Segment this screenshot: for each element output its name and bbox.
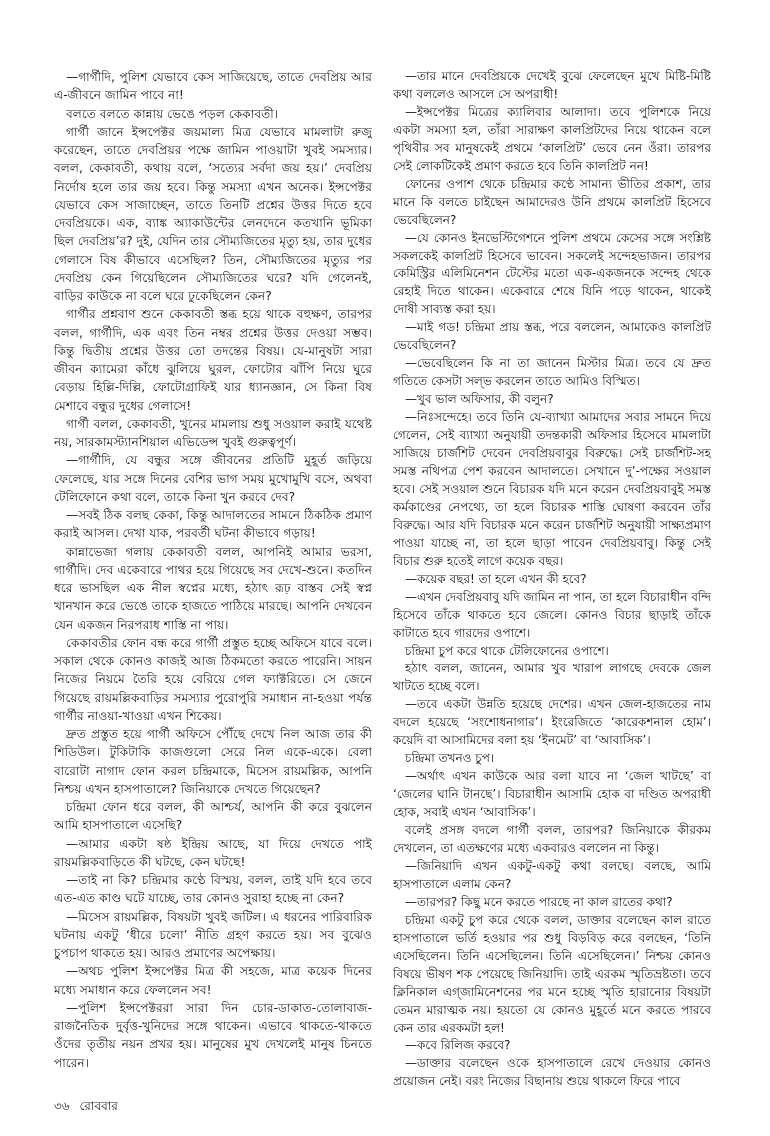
paragraph: —সবই ঠিক বলছ কেকা, কিন্তু আদালতের সামনে ঠিকঠিক প্রমাণ করাই আসল। দেখা যাক, পরবর্তী ঘটনা কীভাবে গড়ায়! [54, 508, 372, 541]
paragraph: —তারপর? কিছু মনে করতে পারছে না কাল রাতের কথা? [405, 894, 673, 909]
paragraph: চন্দ্রিমা একটু চুপ করে থেকে বলল, ডাক্তার বলেছেন কাল রাতে হাসপাতালে ভর্তি হওয়ার পর শুধু বিড়বিড় করে বলছেন, ‘তিনি এসেছিলেন। তিনি এসেছিলেন। তিনি এসেছিলেন।’ নিশ্চয় কোনও বিষয়ে ভীষণ শক পেয়েছে জিনিয়াদি। তাই এরকম স্মৃতিভ্রষ্টতা। তবে ক্লিনিকাল এগ্‌জামিনেশনের পর মনে হচ্ছে স্মৃতি হারানোর বিষয়টা তেমন মারাত্মক নয়। হয়তো যে কোনও মুহূর্তে মনে করতে পারবে কেন তার এরকমটা হল! [393, 912, 711, 1035]
paragraph: —তার মানে দেবপ্রিয়কে দেখেই বুঝে ফেলেছেন মুখে মিষ্টি-মিষ্টি কথা বললেও আসলে সে অপরাধী! [393, 69, 711, 101]
paragraph: —তবে একটা উন্নতি হয়েছে দেশের। এখন জেল-হাজতের নাম বদলে হয়েছে ‘সংশোধনাগার’। ইংরেজিতে ‘কারেকশনাল হোম’। কয়েদি বা আসামিদের বলা হয় ‘ইনমেট’ বা ‘আবাসিক’। [393, 697, 711, 748]
paragraph: —মিসেস রায়মল্লিক, বিষয়টা খুবই জটিল। এ ধরনের পারিবারিক ঘটনায় একটু ‘ধীরে চলো’ নীতি গ্রহণ করতে হয়। সব বুঝেও চুপচাপ থাকতে হয়। আরও প্রমাণের অপেক্ষায়। [54, 909, 372, 960]
paragraph: গার্গীর প্রশ্নবাণ শুনে কেকাবতী স্তব্ধ হয়ে থাকে বহুক্ষণ, তারপর বলল, গার্গীদি, এক এবং তিন নম্বর প্রশ্নের উত্তর দেওয়া সম্ভব। কিন্তু দ্বিতীয় প্রশ্নের উত্তর তো তদন্তের বিষয়। যে-মানুষটা সারা জীবন ক্যামেরা কাঁধে ঝুলিয়ে ঘুরল, ফোটোর ঝাঁপি নিয়ে ঘুরে বেড়ায় হিল্লি-দিল্লি, ফোটোগ্রাফিই যার ধ্যানজ্ঞান, সে কিনা বিষ মেশাবে বন্ধুর দুধের গেলাসে! [54, 307, 372, 413]
paragraph: —খুব ভাল অফিসার, কী বলুন? [405, 392, 554, 407]
page-folio [54, 1098, 118, 1114]
text-column-left [54, 68, 372, 1098]
paragraph: চন্দ্রিমা তখনও চুপ। [405, 751, 495, 766]
paragraph: চন্দ্রিমা ফোন ধরে বলল, কী আশ্চর্য, আপনি কী করে বুঝলেন আমি হাসপাতালে এসেছি? [54, 800, 372, 833]
paragraph: —গার্গীদি, পুলিশ যেভাবে কেস সাজিয়েছে, তাতে দেবপ্রিয় আর এ-জীবনে জামিন পাবে না! [54, 70, 372, 103]
paragraph: গার্গী জানে ইন্সপেক্টর জয়মাল্য মিত্র যেভাবে মামলাটা রুজু করেছেন, তাতে দেবপ্রিয়র পক্ষে জামিন পাওয়াটা খুবই সমস্যার। বলল, কেকাবতী, কথায় বলে, ‘সত্যের সর্বদা জয় হয়।’ দেবপ্রিয় নির্দোষ হলে তার জয় হবে। কিন্তু সমস্যা এখন অনেক। ইন্সপেক্টর যেভাবে কেস সাজাচ্ছেন, তাতে তিনটি প্রশ্নের উত্তর দিতে হবে দেবপ্রিয়কে। এক, ব্যাঙ্ক অ্যাকাউন্টের লেনদেনে কতখানি ভূমিকা ছিল দেবপ্রিয়’র? দুই, যেদিন তার সৌম্যজিতের মৃত্যু হয়, তার দুধের গেলাসে বিষ কীভাবে এসেছিল? তিন, সৌম্যজিতের মৃত্যুর পর দেবপ্রিয় কেন গিয়েছিলেন সৌম্যজিতের ঘরে? যদি গেলেনই, বাড়ির কাউকে না বলে ঘরে ঢুকেছিলেন কেন? [54, 124, 372, 303]
paragraph: —ভেবেছিলেন কি না তা জানেন মিস্টার মিত্র। তবে যে দ্রুত গতিতে কেসটা সল্‌ভ করলেন তাতে আমিও বিস্মিত। [393, 356, 711, 389]
paragraph: হঠাৎ বলল, জানেন, আমার খুব খারাপ লাগছে দেবকে জেল খাটতে হচ্ছে বলে। [393, 661, 711, 694]
paragraph: কান্নাভেজা গলায় কেকাবতী বলল, আপনিই আমার ভরসা, গার্গীদি। দেব একেবারে পাথর হয়ে গিয়েছে সব দেখে-শুনে। কতদিন ধরে ভাসছিল এক নীল স্বপ্নের মধ্যে, হঠাৎ রূঢ় বাস্তব সেই স্বপ্ন খানখান করে ভেঙে তাকে হাজতে পাঠিয়ে মারছে। আপনি দেখবেন যেন একজন নিরপরাধ শাস্তি না পায়। [54, 544, 372, 632]
paragraph: কেকাবতীর ফোন বন্ধ করে গার্গী প্রস্তুত হচ্ছে অফিসে যাবে বলে। সকাল থেকে কোনও কাজই আজ ঠিকমতো করতে পারেনি। সায়ন নিজের নিয়মে তৈরি হয়ে বেরিয়ে গেল ফ্যাক্টরিতে। সে জেনে গিয়েছে রায়মল্লিকবাড়ির সমস্যার পুরোপুরি সমাধান না-হওয়া পর্যন্ত গার্গীর নাওয়া-খাওয়া এখন শিকেয়। [54, 635, 372, 723]
paragraph: বলেই প্রসঙ্গ বদলে গার্গী বলল, তারপর? জিনিয়াকে কীরকম দেখলেন, তা এতক্ষণের মধ্যে একবারও বললেন না কিন্তু। [393, 823, 711, 855]
paragraph: —তাই না কি? চন্দ্রিমার কণ্ঠে বিস্ময়, বলল, তাই যদি হবে তবে এত-এত কাণ্ড ঘটে যাচ্ছে, তার কোনও সুরাহা হচ্ছে না কেন? [54, 873, 372, 906]
paragraph: —কয়েক বছর! তা হলে এখন কী হবে? [405, 571, 587, 586]
paragraph: চন্দ্রিমা চুপ করে থাকে টেলিফোনের ওপাশে। [405, 643, 609, 658]
magazine-name: রোববার [79, 1099, 118, 1113]
paragraph: —পুলিশ ইন্সপেক্টররা সারা দিন চোর-ডাকাত-তোলাবাজ-রাজনৈতিক দুর্বৃত্ত-খুনিদের সঙ্গে থাকেন। এভাবে থাকতে-থাকতে ওঁদের তৃতীয় নয়ন প্রখর হয়। মানুষের মুখ দেখলেই মানুষ চিনতে পারেন। [54, 1000, 372, 1070]
paragraph: —মাই গড! চন্দ্রিমা প্রায় স্তব্ধ, পরে বললেন, আমাকেও কালপ্রিট ভেবেছিলেন? [393, 320, 711, 353]
paragraph: —যে কোনও ইনভেস্টিগেশনে পুলিশ প্রথমে কেসের সঙ্গে সংশ্লিষ্ট সকলকেই কালপ্রিট হিসেবে ভাবেন। সকলেই সন্দেহভাজন। তারপর কেমিস্ট্রির এলিমিনেশন টেস্টের মতো এক-একজনকে সন্দেহ থেকে রেহাই দিতে থাকেন। একেবারে শেষে যিনি পড়ে থাকেন, থাকেই দোষী সাব্যস্ত করা হয়। [393, 230, 711, 317]
paragraph: —ডাক্তার বলেছেন ওকে হাসপাতালে রেখে দেওয়ার কোনও প্রয়োজন নেই। বরং নিজের বিছানায় শুয়ে থাকলে ফিরে পাবে [393, 1056, 711, 1089]
page-number: ৩৬ [54, 1099, 70, 1113]
paragraph: —কবে রিলিজ করবে? [405, 1038, 511, 1053]
paragraph: —আমার একটা ষষ্ঠ ইন্দ্রিয় আছে, যা দিয়ে দেখতে পাই রায়মল্লিকবাড়িতে কী ঘটছে, কেন ঘটছে! [54, 836, 372, 869]
paragraph: —ইন্সপেক্টর মিত্রের ক্যালিবার আলাদা। তবে পুলিশকে নিয়ে একটা সমস্যা হল, তাঁরা সারাক্ষণ কালপ্রিটদের নিয়ে থাকেন বলে পৃথিবীর সব মানুষকেই প্রথমে ‘কালপ্রিট’ ভেবে নেন ওঁরা। তারপর সেই লোকটিকেই প্রমাণ করতে হবে তিনি কালপ্রিট নন! [393, 104, 711, 173]
paragraph: —অথচ পুলিশ ইন্সপেক্টর মিত্র কী সহজে, মাত্র কয়েক দিনের মধ্যে সমাধান করে ফেললেন সব! [54, 964, 372, 997]
paragraph: বলতে বলতে কান্নায় ভেঙে পড়ল কেকাবতী। [66, 106, 279, 121]
paragraph: গার্গী বলল, কেকাবতী, খুনের মামলায় শুধু সওয়াল করাই যথেষ্ট নয়, সারকামস্ট্যানশিয়াল এভিডেন্স খুবই গুরুত্বপূর্ণ। [54, 416, 372, 449]
text-column-right [393, 68, 711, 1098]
paragraph: —নিঃসন্দেহে। তবে তিনি যে-ব্যাখ্যা আমাদের সবার সামনে দিয়ে গেলেন, সেই ব্যাখ্যা অনুযায়ী তদন্তকারী অফিসার হিসেবে মামলাটা সাজিয়ে চার্জশিট দেবেন দেবপ্রিয়বাবুর বিরুদ্ধে। সেই চার্জশিট-সহ সমস্ত নথিপত্র পেশ করবেন আদালতে। সেখানে দু’-পক্ষের সওয়াল হবে। সেই সওয়াল শুনে বিচারক যদি মনে করেন দেবপ্রিয়বাবুই সমস্ত কর্মকাণ্ডের নেপথ্যে, তা হলে বিচারক শাস্তি ঘোষণা করবেন তাঁর বিরুদ্ধে। আর যদি বিচারক মনে করেন চার্জশিট অনুযায়ী সাক্ষ্যপ্রমাণ পাওয়া যাচ্ছে না, তা হলে ছাড়া পাবেন দেবপ্রিয়বাবু। কিন্তু সেই বিচার শুরু হতেই লাগে কয়েক বছর। [393, 410, 711, 568]
paragraph: ফোনের ওপাশ থেকে চন্দ্রিমার কণ্ঠে সামান্য ভীতির প্রকাশ, তার মানে কি বলতে চাইছেন আমাদেরও উনি প্রথমে কালপ্রিট হিসেবে ভেবেছিলেন? [393, 176, 711, 227]
paragraph: —এখন দেবপ্রিয়বাবু যদি জামিন না পান, তা হলে বিচারাধীন বন্দি হিসেবে তাঁকে থাকতে হবে জেলে। কোনও বিচার ছাড়াই তাঁকে কাটাতে হবে গারদের ওপাশে। [393, 589, 711, 640]
paragraph: —গার্গীদি, যে বন্ধুর সঙ্গে জীবনের প্রতিটি মুহূর্ত জড়িয়ে ফেলেছে, যার সঙ্গে দিনের বেশির ভাগ সময় মুখোমুখি বসে, অথবা টেলিফোনে কথা বলে, তাকে কিনা খুন করবে দেব? [54, 453, 372, 504]
paragraph: —জিনিয়াদি এখন একটু-একটু কথা বলছে। বলছে, আমি হাসপাতালে এলাম কেন? [393, 858, 711, 891]
paragraph: দ্রুত প্রস্তুত হয়ে গার্গী অফিসে পৌঁছে দেখে নিল আজ তার কী শিডিউল। টুকিটাকি কাজগুলো সেরে নিল একে-একে। বেলা বারোটা নাগাদ ফোন করল চন্দ্রিমাকে, মিসেস রায়মল্লিক, আপনি নিশ্চয় এখন হাসপাতালে? জিনিয়াকে দেখতে গিয়েছেন? [54, 727, 372, 796]
paragraph: —অর্থাৎ এখন কাউকে আর বলা যাবে না ‘জেল খাটছে’ বা ‘জেলের ঘানি টানছে’। বিচারাধীন আসামি হোক বা দণ্ডিত অপরাধী হোক, সবাই এখন ‘আবাসিক’। [393, 769, 711, 820]
